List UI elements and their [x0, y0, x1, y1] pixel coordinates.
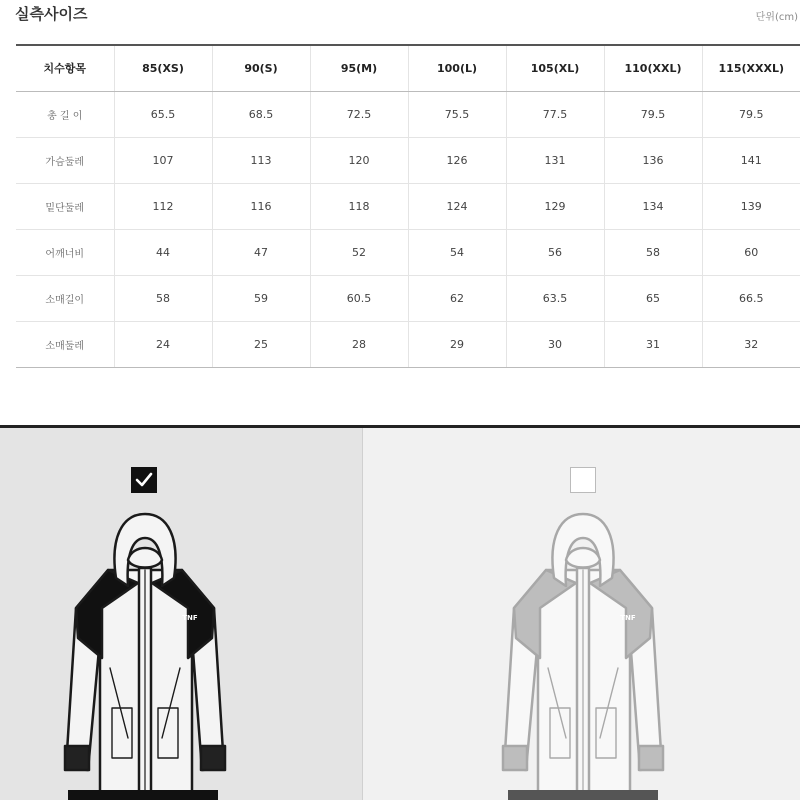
- row-label: 밑단둘레: [16, 183, 114, 229]
- column-header: 85(XS): [114, 45, 212, 91]
- table-cell: 28: [310, 321, 408, 367]
- color-option-black[interactable]: [0, 428, 362, 800]
- table-row: [16, 137, 800, 183]
- brand-logo: TNF: [620, 614, 636, 622]
- option-checkbox-unchecked[interactable]: [570, 467, 596, 493]
- table-cell: 141: [702, 137, 800, 183]
- table-cell: 139: [702, 183, 800, 229]
- column-header: 110(XXL): [604, 45, 702, 91]
- table-cell: 59: [212, 275, 310, 321]
- table-cell: 116: [212, 183, 310, 229]
- unit-label: 단위(cm): [755, 12, 798, 23]
- brand-logo: TNF: [182, 614, 198, 622]
- table-cell: 126: [408, 137, 506, 183]
- table-cell: 129: [506, 183, 604, 229]
- column-header: 95(M): [310, 45, 408, 91]
- table-cell: 65: [604, 275, 702, 321]
- column-header: 90(S): [212, 45, 310, 91]
- table-cell: 58: [604, 229, 702, 275]
- color-option-gray[interactable]: [362, 428, 800, 800]
- table-cell: 52: [310, 229, 408, 275]
- row-label: 어깨너비: [16, 229, 114, 275]
- table-cell: 32: [702, 321, 800, 367]
- table-cell: 24: [114, 321, 212, 367]
- table-cell: 79.5: [702, 91, 800, 137]
- table-cell: 65.5: [114, 91, 212, 137]
- row-label: 소매둘레: [16, 321, 114, 367]
- table-cell: 47: [212, 229, 310, 275]
- column-header: 105(XL): [506, 45, 604, 91]
- table-cell: 62: [408, 275, 506, 321]
- column-header: 100(L): [408, 45, 506, 91]
- section-title: 실측사이즈: [15, 5, 88, 23]
- option-label-bar: [508, 790, 658, 800]
- jacket-black-yoke-icon: [40, 508, 250, 793]
- table-cell: 136: [604, 137, 702, 183]
- table-cell: 68.5: [212, 91, 310, 137]
- table-cell: 25: [212, 321, 310, 367]
- table-cell: 112: [114, 183, 212, 229]
- table-row: [16, 229, 800, 275]
- option-label-bar: [68, 790, 218, 800]
- table-cell: 118: [310, 183, 408, 229]
- checkmark-icon: [135, 472, 153, 488]
- table-cell: 63.5: [506, 275, 604, 321]
- table-row: [16, 275, 800, 321]
- table-cell: 31: [604, 321, 702, 367]
- table-cell: 72.5: [310, 91, 408, 137]
- row-label: 소매길이: [16, 275, 114, 321]
- table-cell: 75.5: [408, 91, 506, 137]
- table-header-row: [16, 45, 800, 91]
- table-cell: 54: [408, 229, 506, 275]
- table-cell: 60.5: [310, 275, 408, 321]
- table-cell: 44: [114, 229, 212, 275]
- table-cell: 29: [408, 321, 506, 367]
- table-row: [16, 91, 800, 137]
- column-header: 115(XXXL): [702, 45, 800, 91]
- table-cell: 134: [604, 183, 702, 229]
- table-row: [16, 183, 800, 229]
- row-label: 가슴둘레: [16, 137, 114, 183]
- table-cell: 120: [310, 137, 408, 183]
- column-header: 치수항목: [16, 45, 114, 91]
- jacket-gray-yoke-icon: [478, 508, 688, 793]
- table-row: [16, 321, 800, 367]
- table-cell: 30: [506, 321, 604, 367]
- table-cell: 56: [506, 229, 604, 275]
- table-cell: 60: [702, 229, 800, 275]
- table-cell: 113: [212, 137, 310, 183]
- table-cell: 131: [506, 137, 604, 183]
- table-cell: 79.5: [604, 91, 702, 137]
- option-checkbox-checked[interactable]: [131, 467, 157, 493]
- row-label: 총 길 이: [16, 91, 114, 137]
- table-cell: 58: [114, 275, 212, 321]
- table-cell: 66.5: [702, 275, 800, 321]
- size-table: [16, 44, 800, 368]
- table-cell: 107: [114, 137, 212, 183]
- table-cell: 124: [408, 183, 506, 229]
- table-cell: 77.5: [506, 91, 604, 137]
